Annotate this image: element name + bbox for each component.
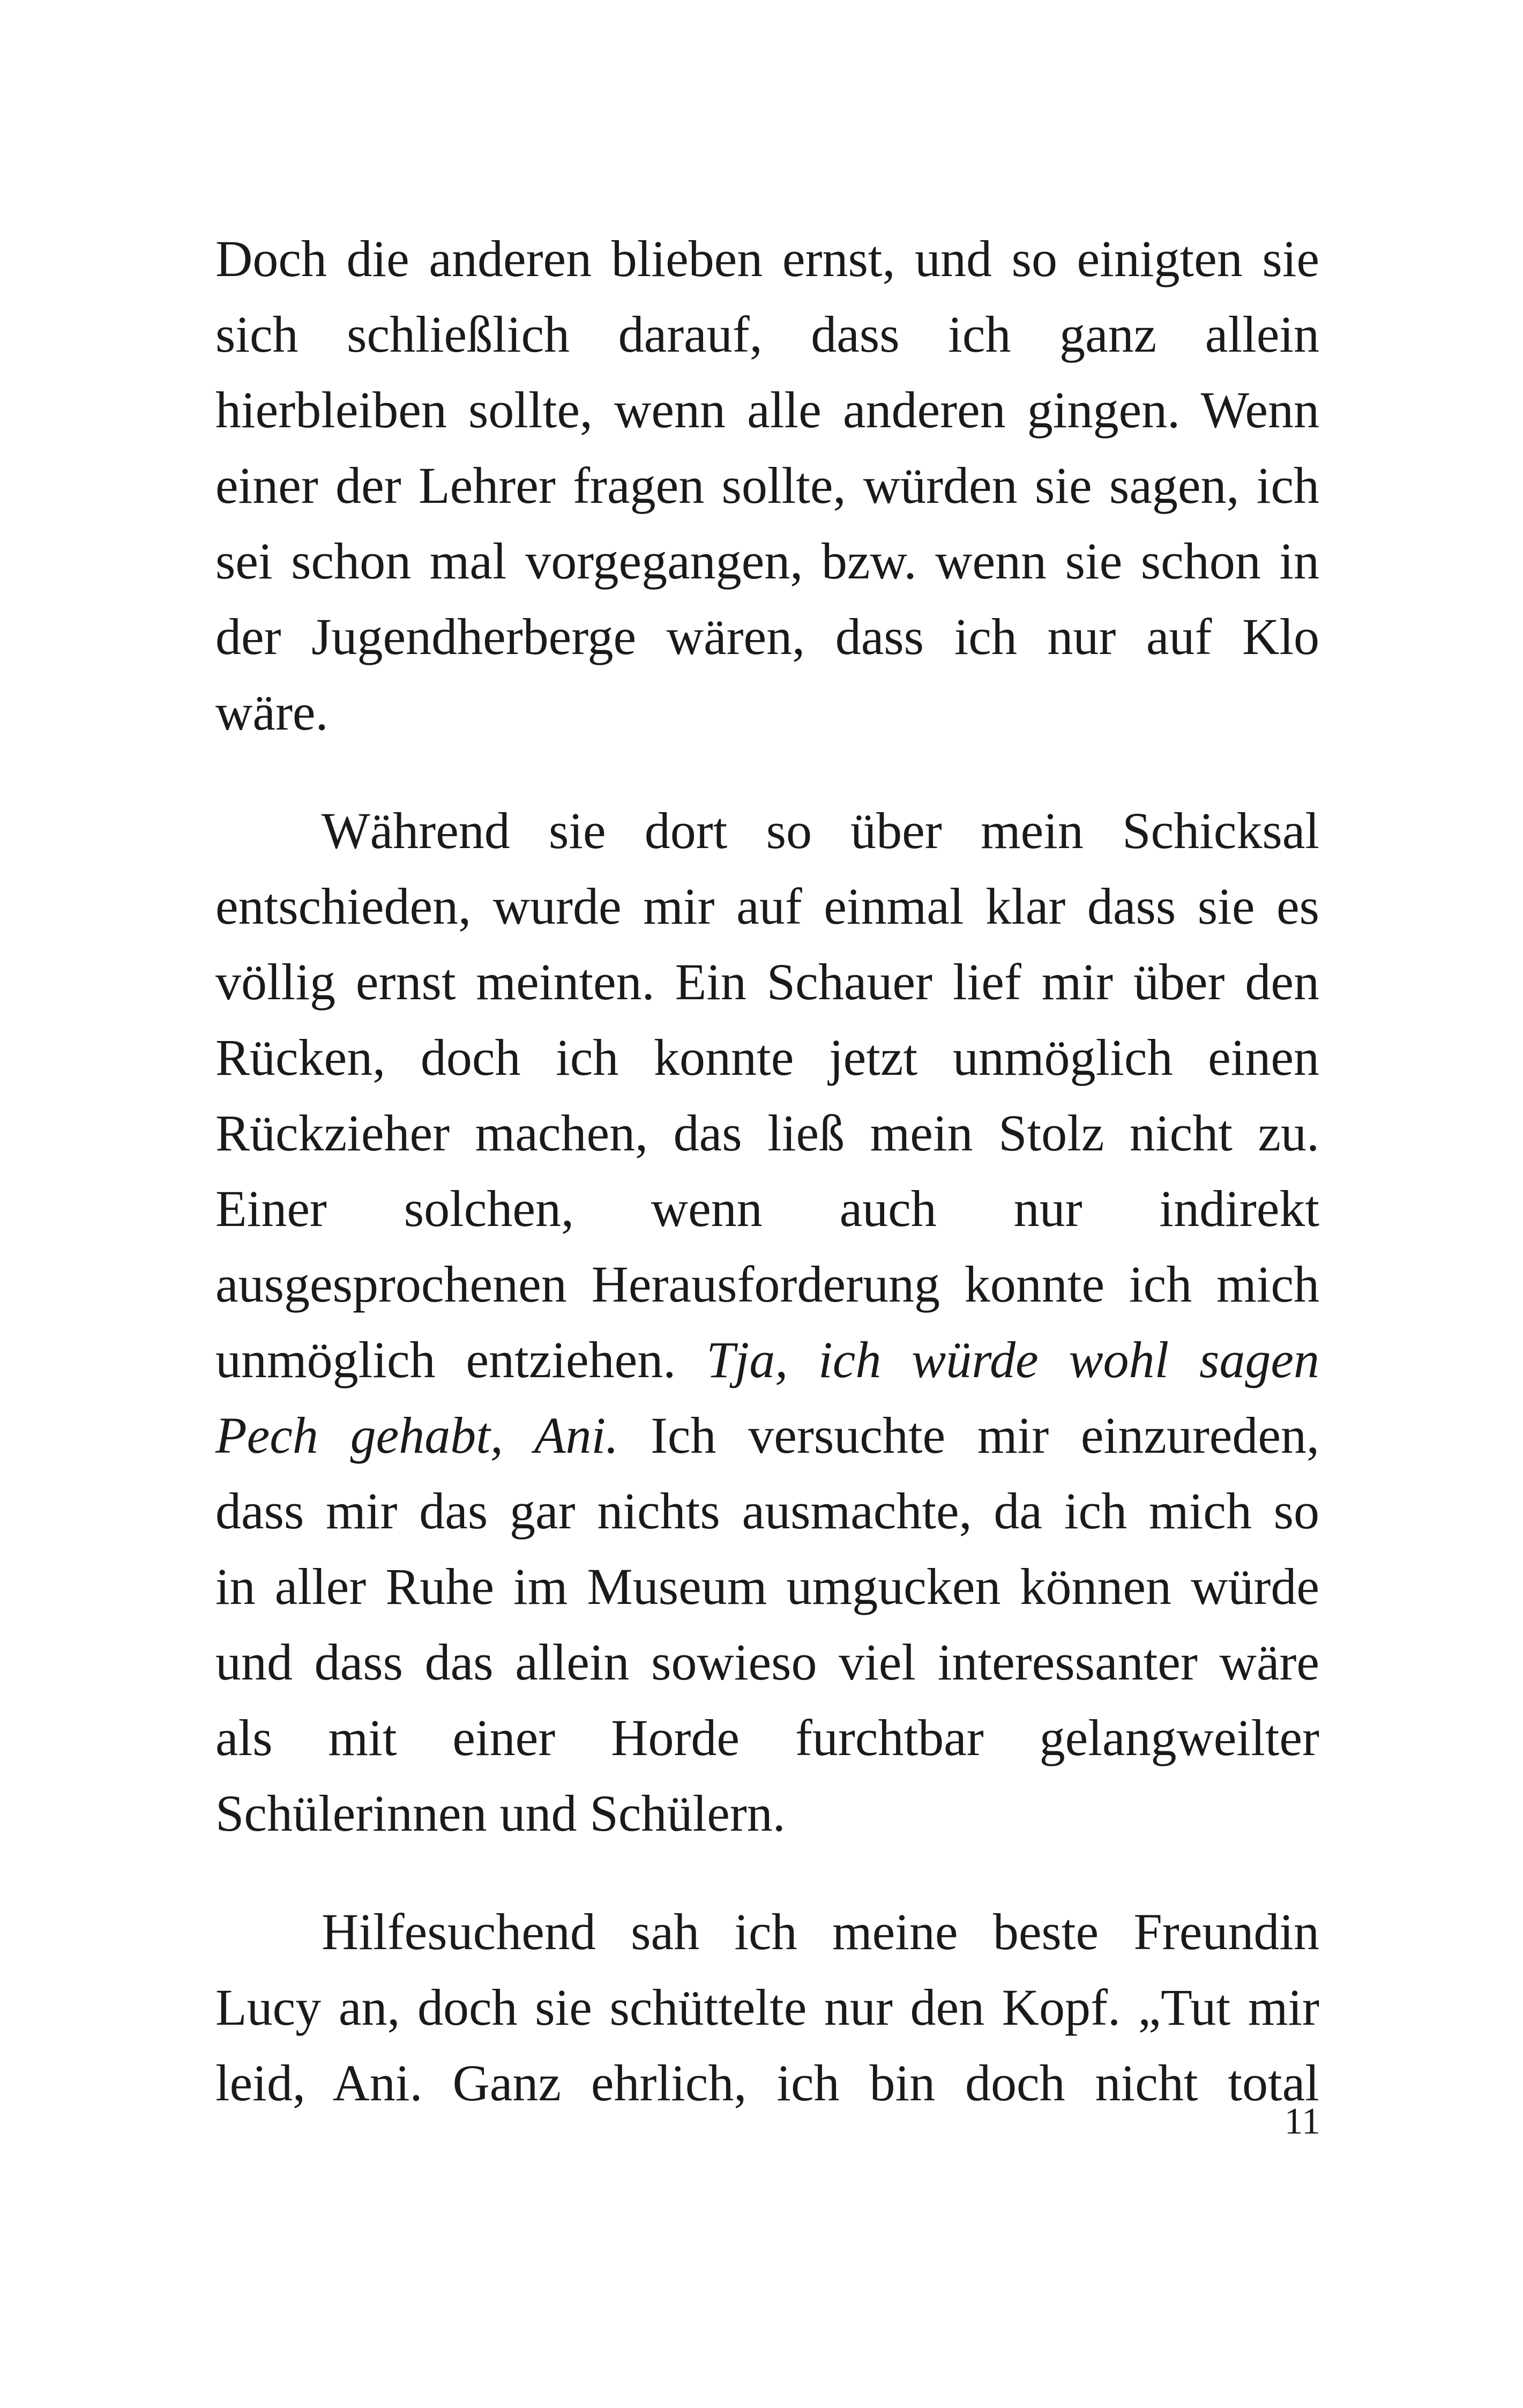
text-line: und dass das allein sowieso viel interessanter wäre	[215, 1633, 1319, 1691]
text-line: als mit einer Horde furchtbar gelangweilter	[215, 1709, 1319, 1766]
italic-text: Pech gehabt, Ani.	[215, 1407, 619, 1464]
text-line-mixed	[215, 1398, 1319, 1473]
text-body	[215, 221, 1319, 2121]
text-line: der Jugendherberge wären, dass ich nur auf Klo	[215, 608, 1319, 665]
italic-text: Tja, ich würde wohl sagen	[706, 1331, 1320, 1388]
text-line: völlig ernst meinten. Ein Schauer lief mir über den	[215, 953, 1319, 1010]
text-line: wäre.	[215, 683, 329, 741]
text-line: Einer solchen, wenn auch nur indirekt	[215, 1180, 1319, 1237]
text-line: ausgesprochenen Herausforderung konnte ich mich	[215, 1255, 1319, 1313]
paragraph-spacer	[215, 1851, 1319, 1894]
text-line: Rücken, doch ich konnte jetzt unmöglich einen	[215, 1029, 1319, 1086]
paragraph-1	[215, 221, 1319, 750]
text-line: Lucy an, doch sie schüttelte nur den Kopf. „Tut mir	[215, 1979, 1319, 2036]
text-line: Rückzieher machen, das ließ mein Stolz nicht zu.	[215, 1104, 1319, 1162]
plain-text: Ich versuchte mir einzureden,	[618, 1407, 1320, 1464]
text-line: in aller Ruhe im Museum umgucken können würde	[215, 1558, 1319, 1615]
text-line: einer der Lehrer fragen sollte, würden sie sagen, ich	[215, 457, 1319, 514]
text-line: sei schon mal vorgegangen, bzw. wenn sie schon in	[215, 532, 1319, 590]
text-line: entschieden, wurde mir auf einmal klar dass sie es	[215, 878, 1319, 935]
page-number: 11	[1284, 2101, 1320, 2142]
text-line: sich schließlich darauf, dass ich ganz allein	[215, 306, 1319, 363]
paragraph-2	[215, 793, 1319, 1851]
text-line-mixed	[215, 1322, 1319, 1398]
text-line: Schülerinnen und Schülern.	[215, 1785, 786, 1842]
text-line: Während sie dort so über mein Schicksal	[322, 802, 1319, 859]
text-line: Doch die anderen blieben ernst, und so einigten sie	[215, 230, 1319, 287]
plain-text: unmöglich entziehen.	[215, 1331, 707, 1388]
text-line: hierbleiben sollte, wenn alle anderen gingen. Wenn	[215, 381, 1319, 439]
text-line: Hilfesuchend sah ich meine beste Freundin	[322, 1903, 1319, 1960]
text-line: dass mir das gar nichts ausmachte, da ich mich so	[215, 1482, 1319, 1540]
text-line: leid, Ani. Ganz ehrlich, ich bin doch nicht total	[215, 2054, 1319, 2112]
paragraph-spacer	[215, 750, 1319, 793]
paragraph-3	[215, 1894, 1319, 2121]
